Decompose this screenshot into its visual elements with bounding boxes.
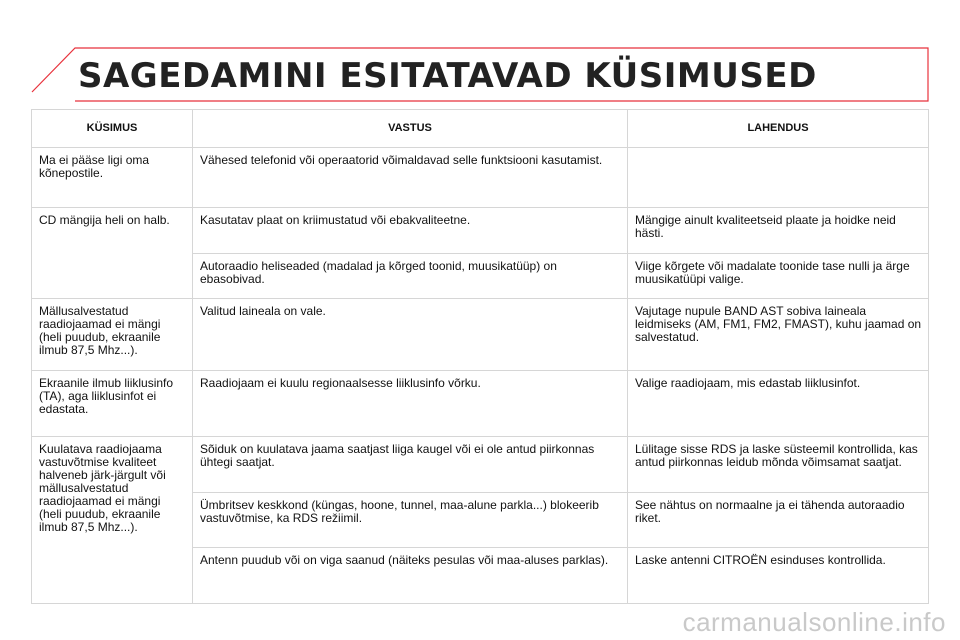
table-header-row: [32, 110, 929, 148]
solution-cell: Vajutage nupule BAND AST sobiva laineala leidmiseks (AM, FM1, FM2, FMAST), kuhu jaamad on salvestatud.: [628, 299, 929, 371]
solution-cell: [628, 148, 929, 208]
page-title: SAGEDAMINI ESITATAVAD KÜSIMUSED: [78, 56, 817, 96]
answer-cell: Raadiojaam ei kuulu regionaalsesse liiklusinfo võrku.: [193, 371, 628, 437]
answer-cell: Vähesed telefonid või operaatorid võimaldavad selle funktsiooni kasutamist.: [193, 148, 628, 208]
column-header-answer: VASTUS: [193, 110, 628, 148]
table-row: [32, 208, 929, 254]
answer-cell: Valitud laineala on vale.: [193, 299, 628, 371]
answer-cell: Sõiduk on kuulatava jaama saatjast liiga kaugel või ei ole antud piirkonnas ühtegi saatjat.: [193, 437, 628, 493]
answer-cell: Autoraadio heliseaded (madalad ja kõrged toonid, muusikatüüp) on ebasobivad.: [193, 254, 628, 299]
question-cell: Ma ei pääse ligi oma kõnepostile.: [32, 148, 193, 208]
column-header-question: KÜSIMUS: [32, 110, 193, 148]
solution-cell: Lülitage sisse RDS ja laske süsteemil kontrollida, kas antud piirkonnas leidub mõnda võimsamat saatjat.: [628, 437, 929, 493]
table-row: [32, 148, 929, 208]
answer-cell: Ümbritsev keskkond (küngas, hoone, tunnel, maa-alune parkla...) blokeerib vastuvõtmise, ka RDS režiimil.: [193, 493, 628, 548]
faq-table: [31, 109, 929, 604]
question-cell: Kuulatava raadiojaama vastuvõtmise kvaliteet halveneb järk-järgult või mällusalvestatud raadiojaamad ei mängi (heli puudub, ekraanile ilmub 87,5 Mhz...).: [32, 437, 193, 604]
solution-cell: Mängige ainult kvaliteetseid plaate ja hoidke neid hästi.: [628, 208, 929, 254]
solution-cell: Laske antenni CITROËN esinduses kontrollida.: [628, 548, 929, 604]
column-header-solution: LAHENDUS: [628, 110, 929, 148]
table-row: [32, 371, 929, 437]
table-row: [32, 299, 929, 371]
answer-cell: Kasutatav plaat on kriimustatud või ebakvaliteetne.: [193, 208, 628, 254]
answer-cell: Antenn puudub või on viga saanud (näiteks pesulas või maa-aluses parklas).: [193, 548, 628, 604]
watermark: carmanualsonline.info: [682, 607, 946, 637]
solution-cell: See nähtus on normaalne ja ei tähenda autoraadio riket.: [628, 493, 929, 548]
solution-cell: Valige raadiojaam, mis edastab liiklusinfot.: [628, 371, 929, 437]
question-cell: Ekraanile ilmub liiklusinfo (TA), aga liiklusinfot ei edastata.: [32, 371, 193, 437]
table-row: [32, 437, 929, 493]
solution-cell: Viige kõrgete või madalate toonide tase nulli ja ärge muusikatüüpi valige.: [628, 254, 929, 299]
question-cell: Mällusalvestatud raadiojaamad ei mängi (heli puudub, ekraanile ilmub 87,5 Mhz...).: [32, 299, 193, 371]
question-cell: CD mängija heli on halb.: [32, 208, 193, 299]
